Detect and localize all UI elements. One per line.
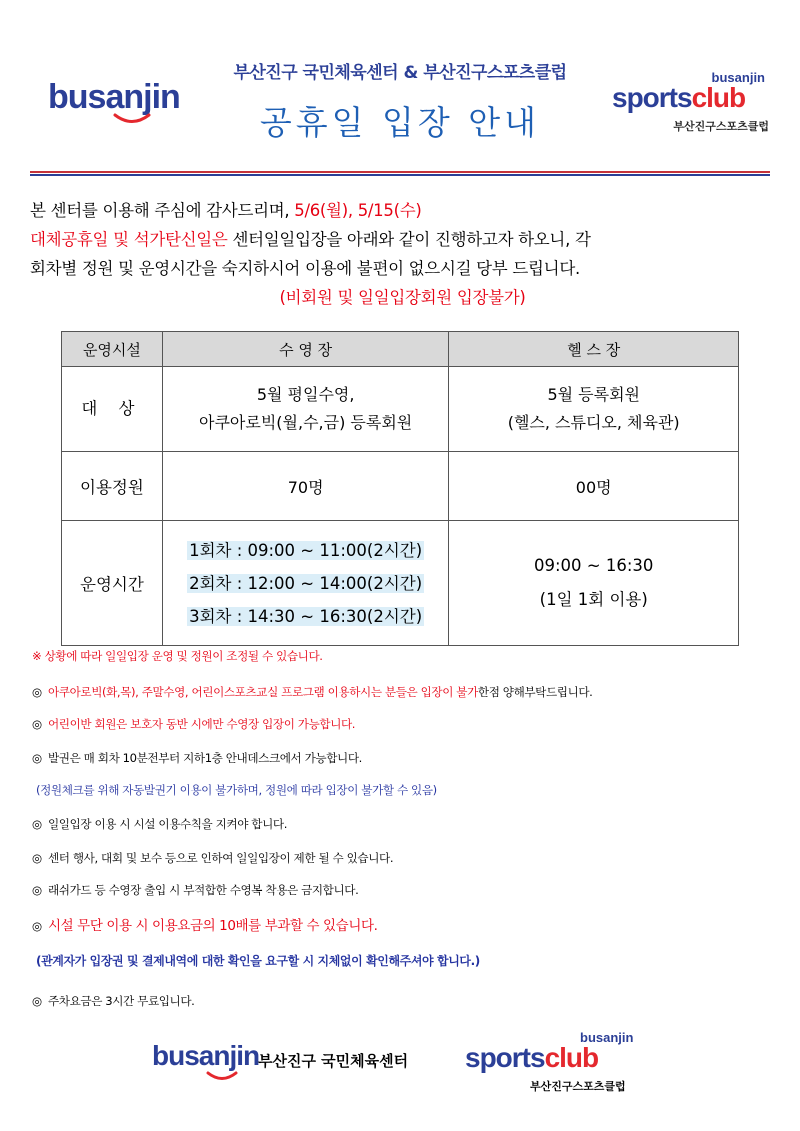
notice-8-text: 주차요금은 3시간 무료입니다.: [48, 994, 195, 1008]
intro-line-2-text: 센터일일입장을 아래와 같이 진행하고자 하오니, 각: [227, 230, 591, 249]
bullet-icon: ◎: [32, 883, 42, 897]
schedule-table: [61, 331, 739, 646]
footer-sportsclub-small: busanjin: [580, 1030, 634, 1045]
capacity-gym: 00명: [449, 452, 739, 521]
pool-sessions: [187, 534, 424, 633]
notice-7-sub: (관계자가 입장권 및 결제내역에 대한 확인을 요구할 시 지체없이 확인해주셔야 합니다.): [36, 954, 480, 968]
target-pool-line-1: 5월 평일수영,: [256, 385, 355, 404]
footer-center-name: 부산진구 국민체육센터: [258, 1052, 409, 1070]
sportsclub-logo-sports: sports: [612, 82, 692, 113]
footer-smile-icon: [205, 1070, 239, 1082]
page-title: 공휴일 입장 안내: [259, 103, 541, 142]
sportsclub-logo-kr: 부산진구스포츠클럽: [673, 120, 769, 133]
intro-text: [30, 196, 775, 312]
target-gym: [449, 367, 739, 452]
notice-7: [32, 914, 378, 934]
footer-sportsclub-club: club: [544, 1042, 599, 1073]
busanjin-logo: [48, 80, 198, 130]
busanjin-logo-text: busanjin: [48, 78, 180, 116]
notice-3: [32, 750, 362, 766]
footer: [150, 1030, 670, 1093]
footer-sportsclub-kr: 부산진구스포츠클럽: [530, 1080, 626, 1093]
header-subtitle: 부산진구 국민체육센터 & 부산진구스포츠클럽: [233, 63, 567, 83]
notice-2: [32, 716, 355, 732]
bullet-icon: ◎: [32, 751, 42, 765]
hours-pool: [162, 521, 449, 646]
intro-line-2: [30, 225, 775, 254]
bullet-icon: ◎: [32, 817, 42, 831]
bullet-icon: ◎: [32, 717, 42, 731]
table-row-capacity: [62, 452, 739, 521]
header-facility: 운영시설: [62, 332, 163, 367]
intro-line-3: 회차별 정원 및 운영시간을 숙지하시어 이용에 불편이 없으시길 당부 드립니다.: [30, 259, 580, 278]
notice-3-sub: (정원체크를 위해 자동발권기 이용이 불가하며, 정원에 따라 입장이 불가할 수 있음): [36, 783, 437, 797]
target-gym-line-2: (헬스, 스튜디오, 체육관): [507, 413, 680, 432]
notice-warning: ※ 상황에 따라 일일입장 운영 및 정원이 조정될 수 있습니다.: [32, 649, 323, 663]
notice-2-text: 어린이반 회원은 보호자 동반 시에만 수영장 입장이 가능합니다.: [48, 717, 356, 731]
bullet-icon: ◎: [32, 919, 42, 933]
pool-session-1-text: 1회차 : 09:00 ~ 11:00(2시간): [189, 540, 423, 560]
target-pool-line-2: 아쿠아로빅(월,수,금) 등록회원: [199, 413, 413, 432]
capacity-label: 이용정원: [62, 452, 163, 521]
notice-6: [32, 882, 358, 898]
intro-restriction: (비회원 및 일일입장회원 입장불가): [279, 288, 526, 307]
header-divider-red: [30, 171, 770, 173]
gym-hours-line-2: (1일 1회 이용): [539, 590, 648, 609]
notice-1-red: 아쿠아로빅(화,목), 주말수영, 어린이스포츠교실 프로그램 이용하시는 분들은 입장이 불가: [48, 685, 478, 699]
footer-busanjin-logo: busanjin: [152, 1040, 260, 1071]
intro-dates: 5/6(월), 5/15(수): [294, 201, 422, 220]
hours-label: 운영시간: [62, 521, 163, 646]
table-row-hours: [62, 521, 739, 646]
target-pool: [162, 367, 449, 452]
pool-session-3-text: 3회차 : 14:30 ~ 16:30(2시간): [189, 606, 423, 626]
capacity-pool: 70명: [162, 452, 449, 521]
header-gym: 헬 스 장: [449, 332, 739, 367]
intro-holiday-label: 대체공휴일 및 석가탄신일은: [30, 230, 228, 249]
intro-line-1-text: 본 센터를 이용해 주심에 감사드리며,: [30, 201, 295, 220]
header-pool: 수 영 장: [162, 332, 449, 367]
notice-5: [32, 850, 393, 866]
notice-4-text: 일일입장 이용 시 시설 이용수칙을 지켜야 합니다.: [48, 817, 287, 831]
sportsclub-logo-small: busanjin: [711, 70, 765, 85]
notice-5-text: 센터 행사, 대회 및 보수 등으로 인하여 일일입장이 제한 될 수 있습니다.: [48, 851, 394, 865]
smile-icon: [112, 112, 152, 126]
sportsclub-logo-club: club: [691, 82, 746, 113]
intro-line-1: [30, 196, 775, 225]
sportsclub-logo-main: [612, 82, 745, 114]
hours-gym: [449, 521, 739, 646]
notice-8: [32, 993, 194, 1009]
notice-7-text: 시설 무단 이용 시 이용요금의 10배를 부과할 수 있습니다.: [48, 918, 378, 934]
pool-session-2-text: 2회차 : 12:00 ~ 14:00(2시간): [189, 573, 423, 593]
pool-session-2: [187, 567, 424, 600]
bullet-icon: ◎: [32, 851, 42, 865]
notice-6-text: 래쉬가드 등 수영장 출입 시 부적합한 수영복 착용은 금지합니다.: [48, 883, 359, 897]
table-row-target: [62, 367, 739, 452]
bullet-icon: ◎: [32, 685, 42, 699]
gym-hours-line-1: 09:00 ~ 16:30: [534, 556, 654, 575]
pool-session-3: [187, 600, 424, 633]
target-label: 대 상: [62, 367, 163, 452]
footer-sportsclub-sports: sports: [465, 1042, 545, 1073]
notice-3-text: 발권은 매 회차 10분전부터 지하1층 안내데스크에서 가능합니다.: [48, 751, 362, 765]
sportsclub-logo: [612, 70, 777, 132]
footer-sportsclub-main: [465, 1042, 598, 1074]
header-center: [200, 58, 600, 144]
pool-session-1: [187, 534, 424, 567]
notice-1-black: 한점 양해부탁드립니다.: [477, 685, 593, 699]
notice-1: [32, 684, 592, 700]
bullet-icon: ◎: [32, 994, 42, 1008]
target-gym-line-1: 5월 등록회원: [547, 385, 640, 404]
notice-4: [32, 816, 287, 832]
table-header-row: [62, 332, 739, 367]
header-divider-blue: [30, 174, 770, 176]
